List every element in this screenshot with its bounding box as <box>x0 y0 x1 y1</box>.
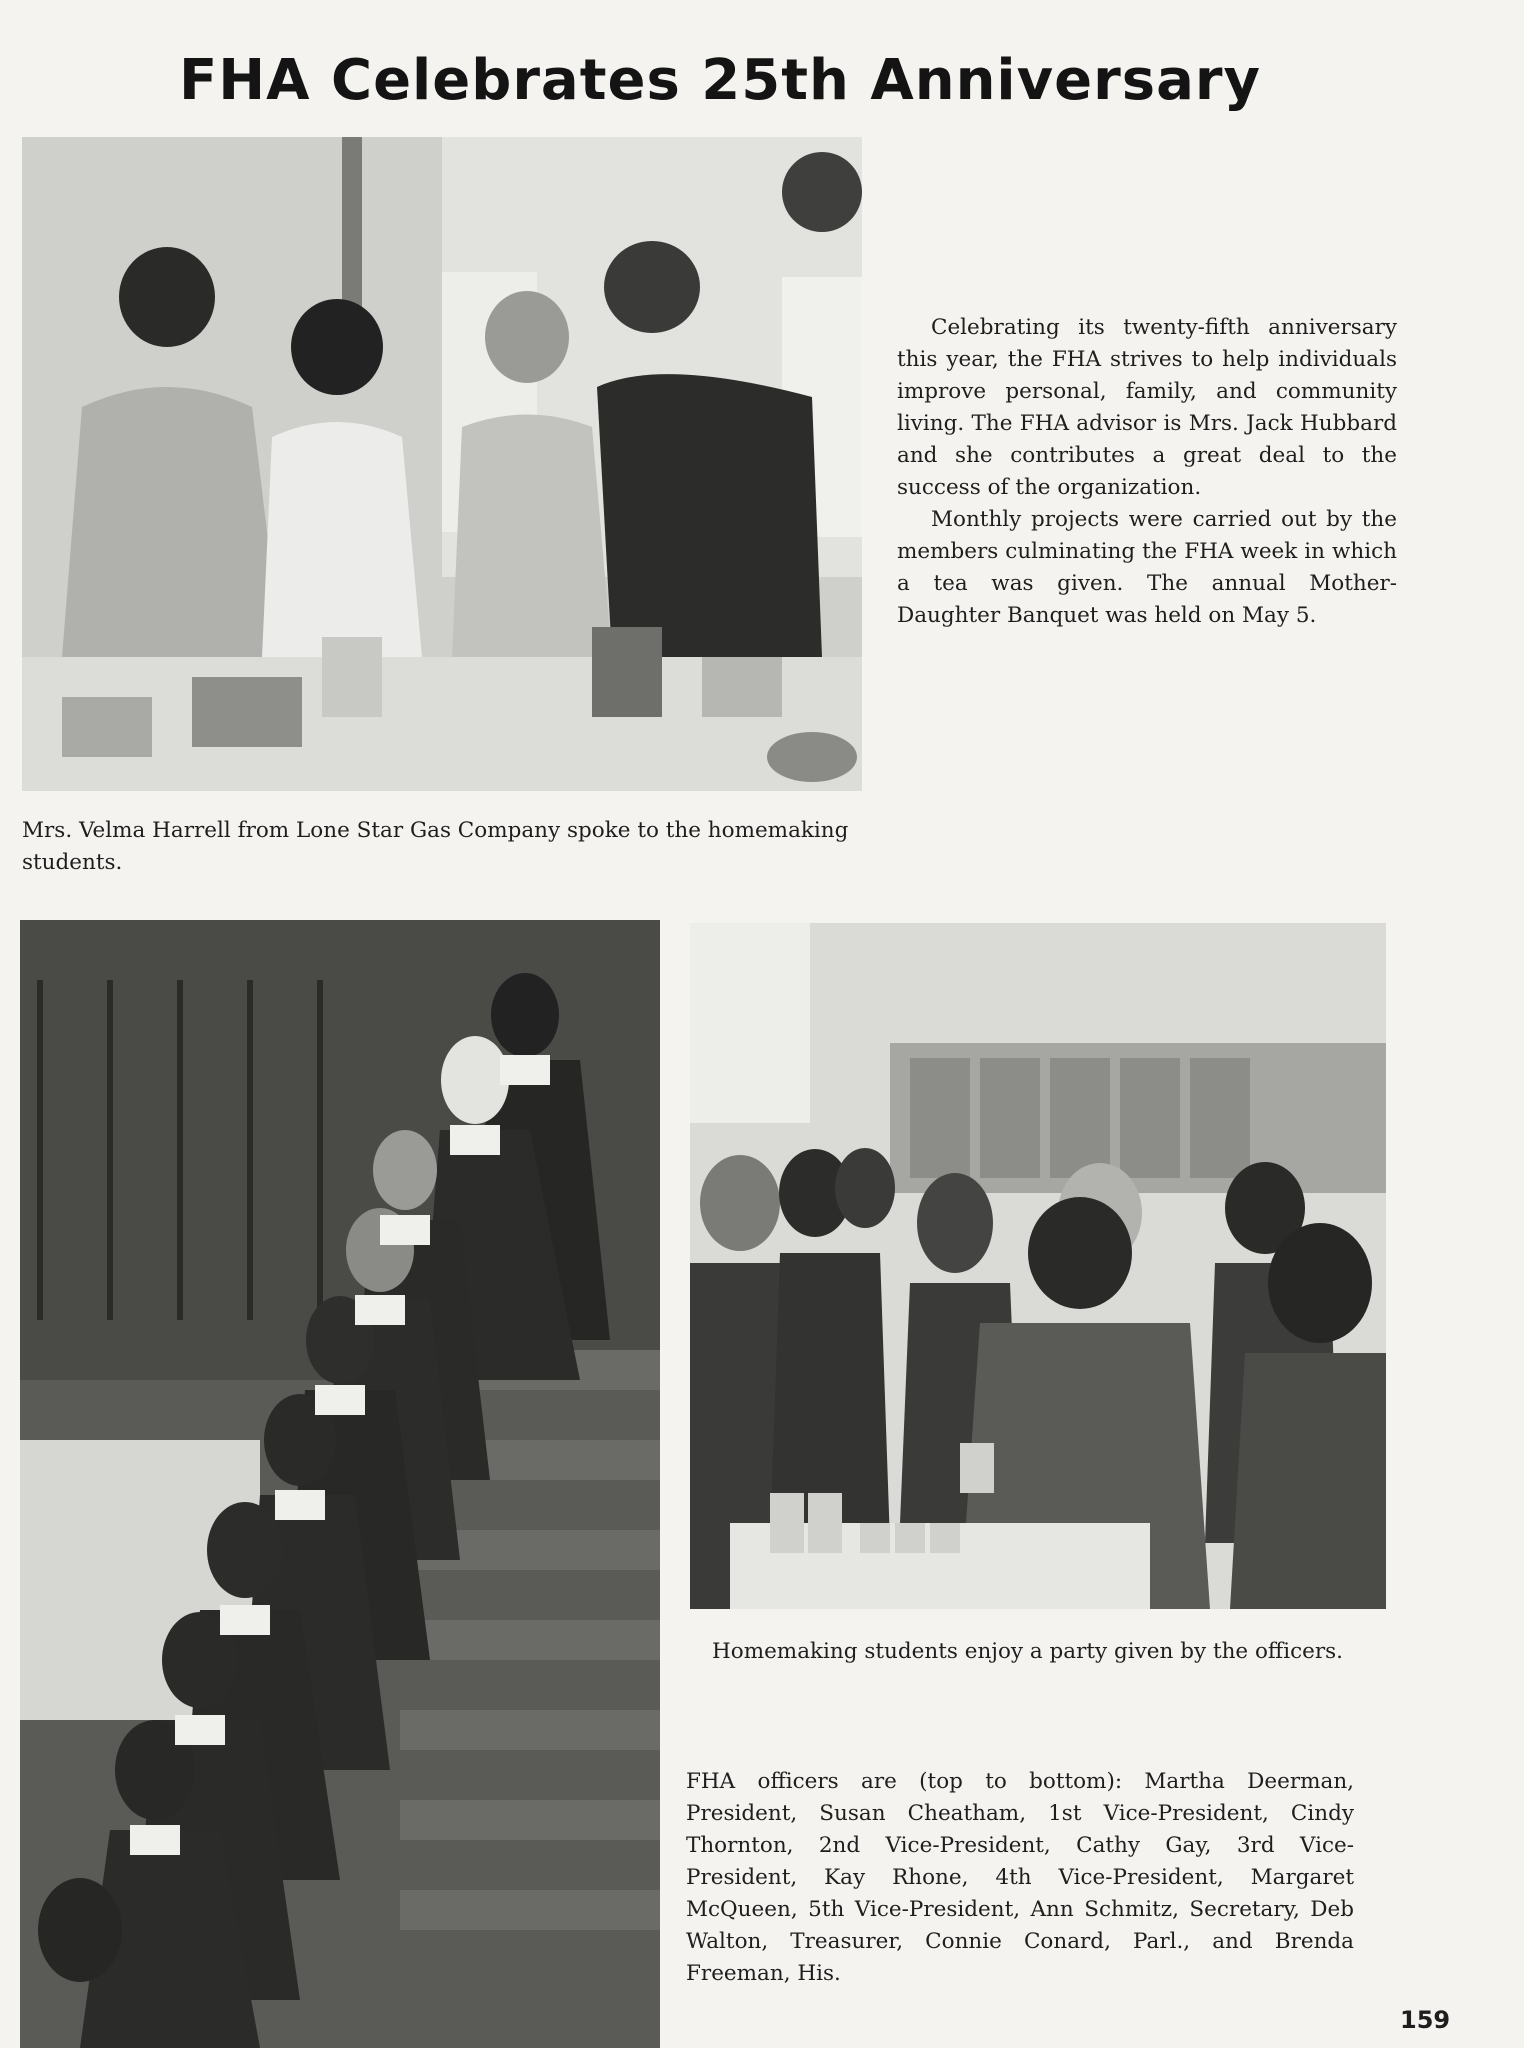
party-photo <box>690 923 1386 1609</box>
body-paragraph: Monthly projects were carried out by the members culminating the FHA week in which a tea was given. The annual Mother-Daughter Banquet was held on May 5. <box>897 507 1397 628</box>
page-title: FHA Celebrates 25th Anniversary <box>179 48 1261 113</box>
article-body <box>897 312 1397 632</box>
party-photo-caption: Homemaking students enjoy a party given by the officers. <box>712 1639 1343 1664</box>
body-paragraph: Celebrating its twenty-fifth anniversary this year, the FHA strives to help individuals improve personal, family, and community living. The FHA advisor is Mrs. Jack Hubbard and she contributes a great deal to the success of the organization. <box>897 315 1397 500</box>
speaker-photo-caption: Mrs. Velma Harrell from Lone Star Gas Company spoke to the homemaking students. <box>22 818 849 875</box>
officers-photo <box>20 920 660 2048</box>
speaker-photo <box>22 137 862 791</box>
page-number: 159 <box>1400 2006 1451 2034</box>
officers-photo-caption: FHA officers are (top to bottom): Martha Deerman, President, Susan Cheatham, 1st Vice-President, Cindy Thornton, 2nd Vice-President, Cathy Gay, 3rd Vice-President, Kay Rhone, 4th Vice-President, Margaret McQueen, 5th Vice-President, Ann Schmitz, Secretary, Deb Walton, Treasurer, Connie Conard, Parl., and Brenda Freeman, His. <box>686 1769 1354 1986</box>
